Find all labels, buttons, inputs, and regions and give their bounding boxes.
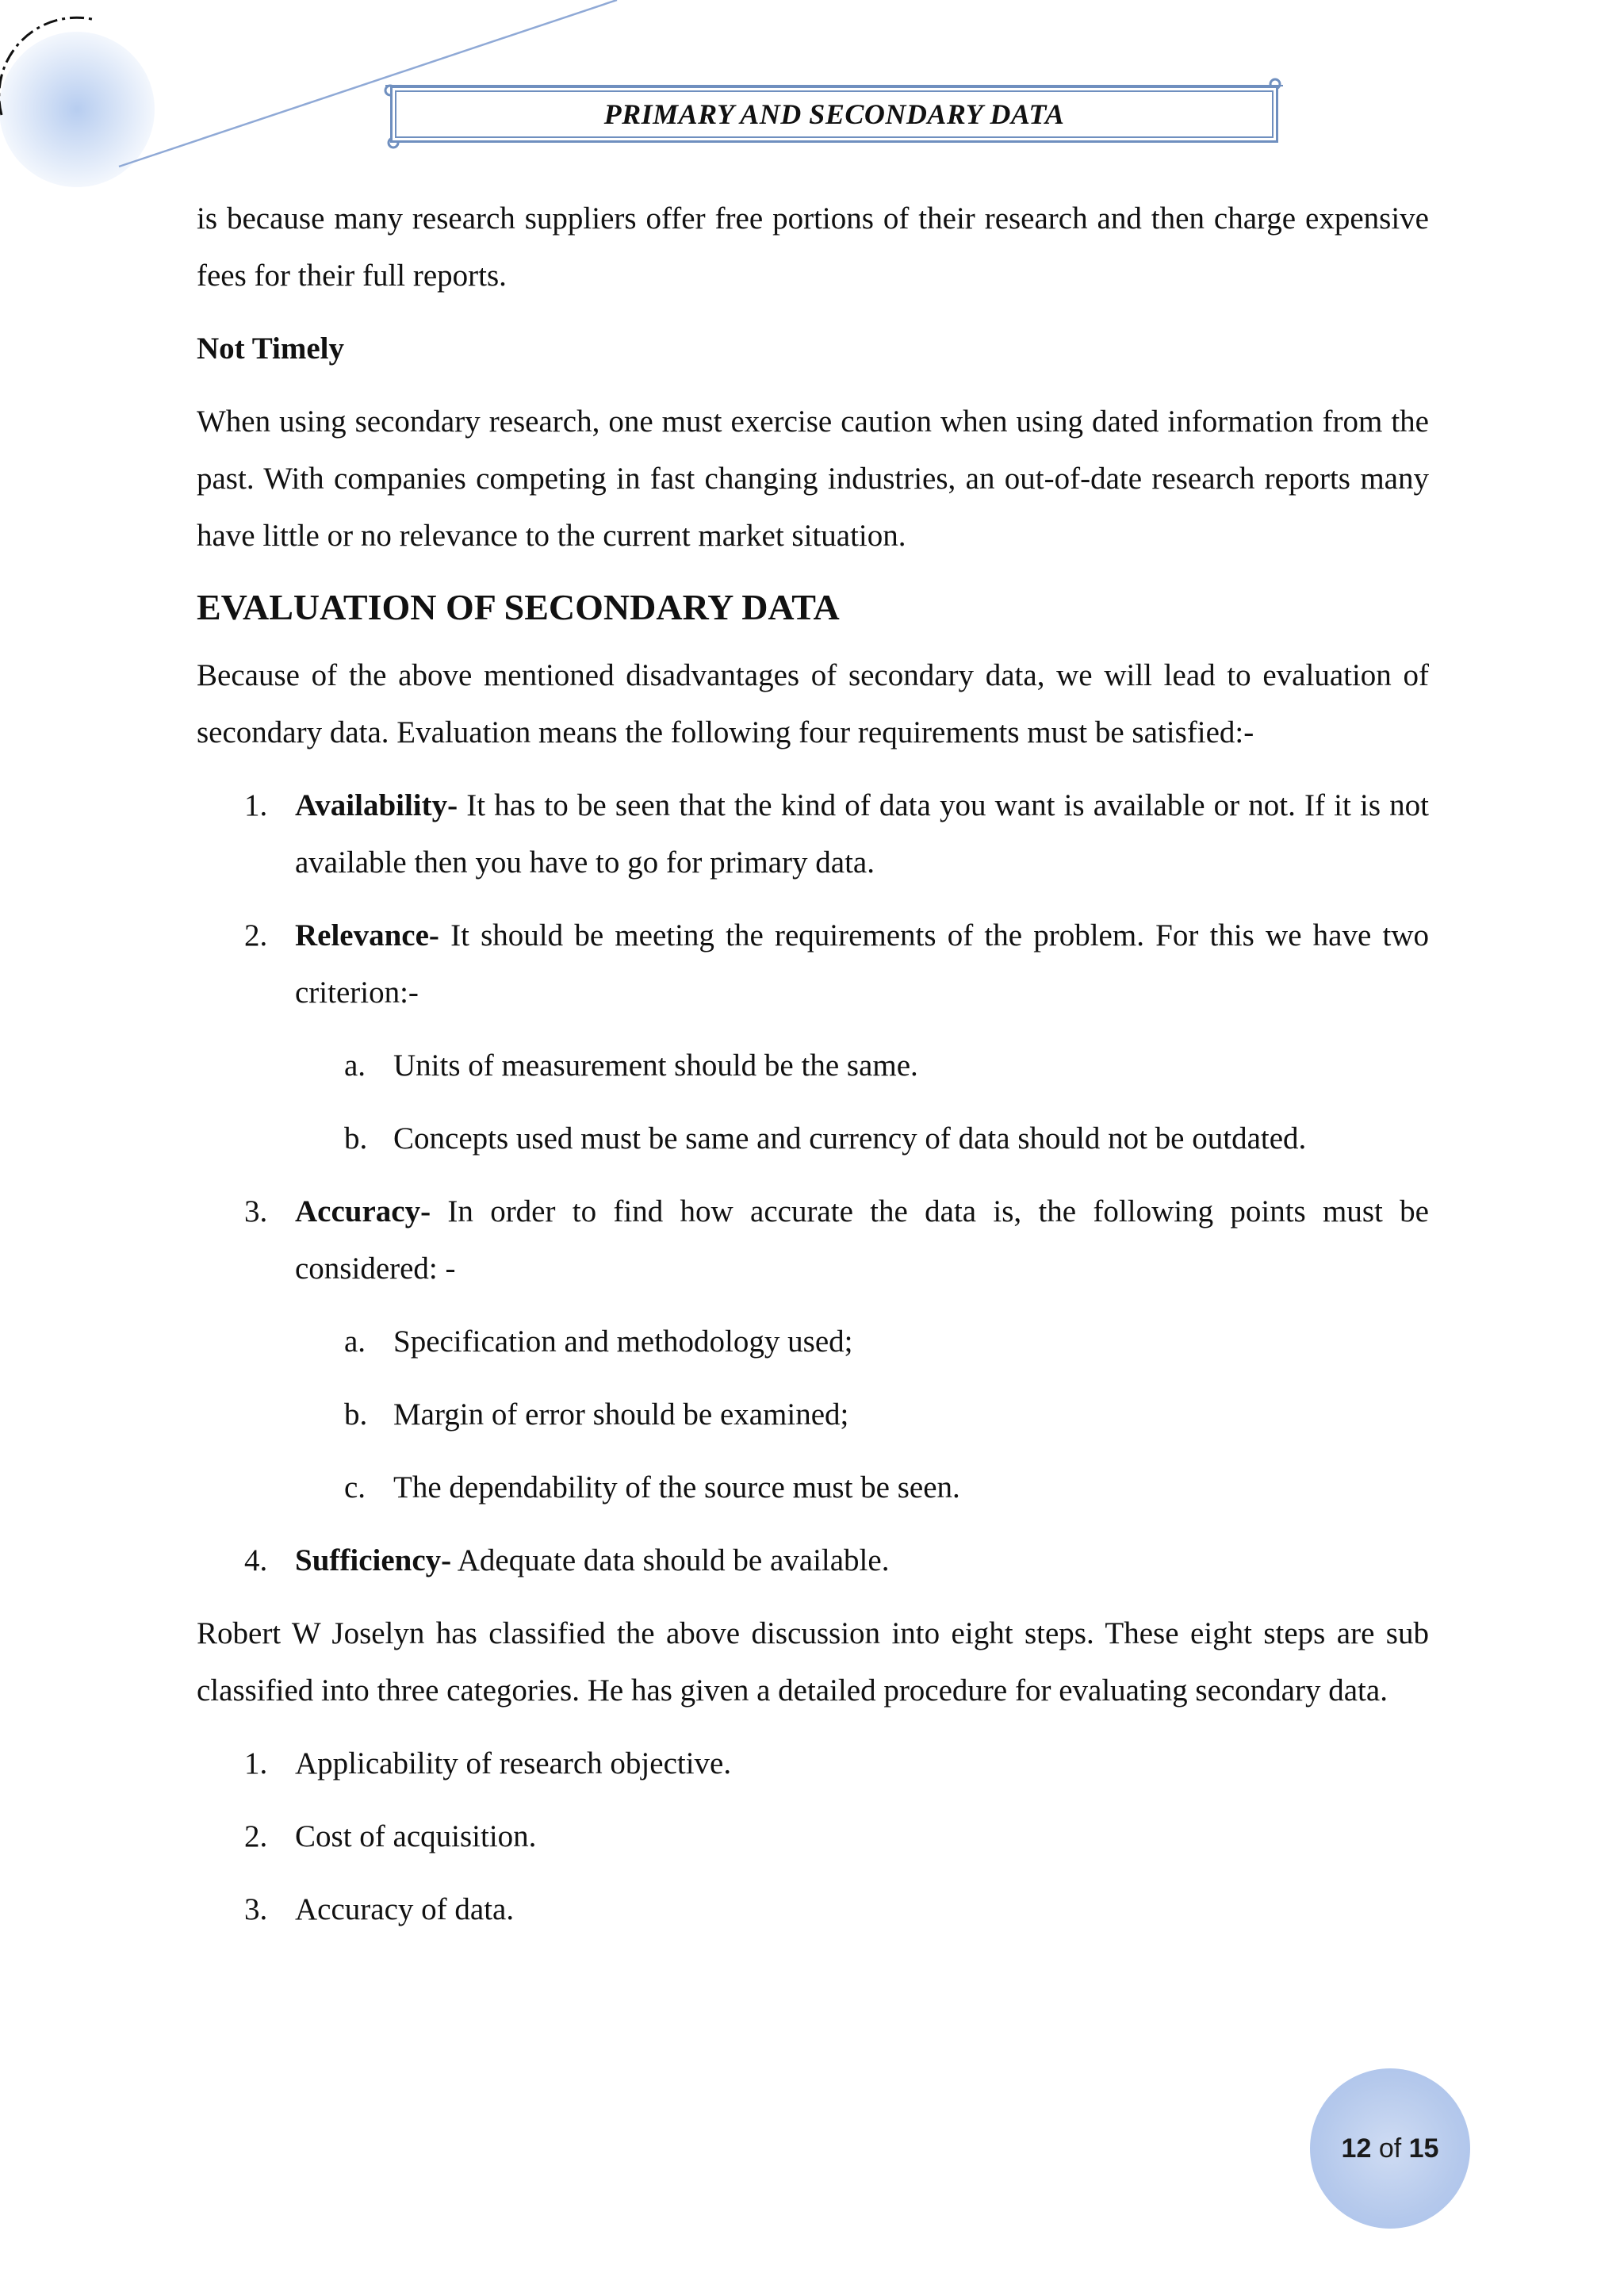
- page-content: [197, 190, 1429, 1938]
- list-item: 3. Accuracy of data.: [244, 1892, 515, 1926]
- list-item: 1. Availability- It has to be seen that the kind of data you want is available or not. If it is not available then you have to go for primary data.: [244, 788, 1429, 880]
- list-item: 2. Relevance- It should be meeting the requirements of the problem. For this we have two criterion:-: [244, 918, 1429, 1010]
- requirements-list: [197, 777, 1429, 1589]
- header-title: PRIMARY AND SECONDARY DATA: [603, 98, 1065, 130]
- sub-list-item: a. Specification and methodology used;: [344, 1324, 853, 1359]
- requirement-term: Accuracy-: [295, 1194, 431, 1228]
- intro-paragraph: is because many research suppliers offer free portions of their research and then charge expensive fees for their full reports.: [197, 201, 1429, 293]
- list-item: 2. Cost of acquisition.: [244, 1819, 537, 1853]
- requirement-term: Relevance-: [295, 918, 439, 953]
- list-item: 3. Accuracy- In order to find how accurate the data is, the following points must be considered: -: [244, 1194, 1429, 1286]
- evaluation-intro: Because of the above mentioned disadvantages of secondary data, we will lead to evaluation of secondary data. Evaluation means the following four requirements must be satisfied:-: [197, 658, 1429, 749]
- decorative-circle: [0, 32, 155, 187]
- page-total: 15: [1408, 2133, 1439, 2164]
- header-title-box: [390, 86, 1278, 143]
- page-number-badge: [1310, 2068, 1470, 2229]
- evaluation-heading: EVALUATION OF SECONDARY DATA: [197, 587, 840, 627]
- not-timely-paragraph: When using secondary research, one must exercise caution when using dated information from the past. With companies competing in fast changing industries, an out-of-date research reports many have little or no relevance to the current market situation.: [197, 404, 1429, 553]
- sub-list-item: c. The dependability of the source must be seen.: [344, 1470, 960, 1504]
- steps-list: [197, 1735, 1429, 1938]
- list-item: 4. Sufficiency- Adequate data should be available.: [244, 1543, 890, 1577]
- sub-list-item: a. Units of measurement should be the same.: [344, 1048, 918, 1083]
- sub-list-item: b. Margin of error should be examined;: [344, 1397, 849, 1432]
- sub-list-item: b. Concepts used must be same and currency of data should not be outdated.: [344, 1121, 1307, 1156]
- list-item: 1. Applicability of research objective.: [244, 1746, 732, 1780]
- not-timely-heading: Not Timely: [197, 332, 344, 366]
- requirement-term: Sufficiency-: [295, 1543, 452, 1577]
- joselyn-paragraph: Robert W Joselyn has classified the above discussion into eight steps. These eight steps are sub classified into three categories. He has given a detailed procedure for evaluating secondary data.: [197, 1616, 1429, 1708]
- page-current: 12: [1341, 2133, 1372, 2164]
- requirement-term: Availability-: [295, 788, 458, 822]
- page-of: of: [1378, 2133, 1402, 2164]
